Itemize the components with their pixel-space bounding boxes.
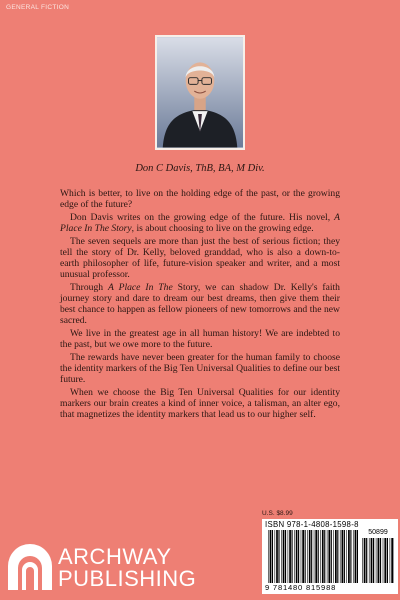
- barcode-bar: [390, 538, 391, 583]
- archway-arch-icon: [6, 544, 54, 592]
- author-photo: [155, 35, 245, 150]
- blurb-paragraph: Which is better, to live on the holding edge of the past, or the growing edge of the future?: [60, 188, 340, 211]
- barcode-area: [262, 510, 398, 594]
- blurb-paragraph: We live in the greatest age in all human history! We are indebted to the past, but we owe more to the future.: [60, 328, 340, 351]
- publisher-name-line1: ARCHWAY: [58, 544, 172, 569]
- back-cover-blurb: [60, 188, 340, 422]
- barcode-bar: [324, 530, 325, 583]
- barcode-bar: [362, 538, 363, 583]
- genre-label: GENERAL FICTION: [6, 4, 70, 11]
- barcode-bar: [283, 530, 285, 583]
- barcode-bar: [311, 530, 312, 583]
- barcode-bar: [340, 530, 341, 583]
- ean-barcode: [268, 530, 358, 583]
- barcode-bar: [391, 538, 393, 583]
- barcode-bar: [328, 530, 330, 583]
- barcode-bar: [296, 530, 298, 583]
- barcode-bar: [285, 530, 286, 583]
- barcode-bar: [288, 530, 289, 583]
- barcode-bar: [322, 530, 324, 583]
- publisher-name-line2: PUBLISHING: [58, 566, 197, 591]
- barcode-bar: [380, 538, 381, 583]
- barcode-bar: [369, 538, 370, 583]
- barcode-bar: [327, 530, 328, 583]
- barcode-bar: [378, 538, 380, 583]
- barcode-bar: [350, 530, 351, 583]
- barcode-bar: [333, 530, 334, 583]
- price-label: U.S. $8.99: [262, 510, 293, 517]
- barcode-bar: [355, 530, 357, 583]
- barcode-bar: [294, 530, 295, 583]
- barcode-bar: [331, 530, 332, 583]
- barcode-bar: [302, 530, 304, 583]
- blurb-paragraph: Through A Place In The Story, we can shadow Dr. Kelly's faith journey story and dare to dream our best dreams, then give them their best chance to happen as fellow pioneers of new tomorrows and the new sacred.: [60, 281, 340, 327]
- barcode-bar: [335, 530, 337, 583]
- barcode-bar: [371, 538, 373, 583]
- barcode-bar: [373, 538, 374, 583]
- barcode-bar: [342, 530, 344, 583]
- barcode-bar: [276, 530, 278, 583]
- barcode-bar: [383, 538, 384, 583]
- barcode-bar: [357, 530, 358, 583]
- barcode-bar: [376, 538, 377, 583]
- barcode-bar: [289, 530, 291, 583]
- publisher-logo: [2, 544, 212, 596]
- barcode-bar: [305, 530, 306, 583]
- barcode-bar: [275, 530, 276, 583]
- barcode-bar: [315, 530, 317, 583]
- barcode-bar: [309, 530, 311, 583]
- barcode-bar: [268, 530, 269, 583]
- barcode-bar: [278, 530, 279, 583]
- price-addon-barcode: [362, 538, 394, 583]
- barcode-number: 9 781480 815988: [265, 583, 337, 592]
- book-title: A Place In The Story: [60, 211, 340, 234]
- barcode-bar: [320, 530, 321, 583]
- barcode-bar: [348, 530, 350, 583]
- author-caption: Don C Davis, ThB, BA, M Div.: [135, 163, 265, 174]
- addon-code: 50899: [368, 529, 388, 536]
- barcode-bar: [337, 530, 338, 583]
- barcode-bar: [298, 530, 299, 583]
- barcode-bar: [366, 538, 367, 583]
- barcode-bar: [270, 530, 272, 583]
- isbn-text: ISBN 978-1-4808-1598-8: [265, 520, 359, 529]
- barcode-bar: [314, 530, 315, 583]
- barcode-panel: [262, 519, 398, 594]
- blurb-paragraph: The seven sequels are more than just the best of serious fiction; they tell the story of Dr. Kelly, beloved granddad, who is also a down-to-earth philosopher of life, future-vision speaker and writer, and a most unusual professor.: [60, 235, 340, 281]
- blurb-paragraph: When we choose the Big Ten Universal Qualities for our identity markers our brain creates a kind of inner voice, a talisman, an alter ego, that magnetizes the identity markers that lead us to our higher self.: [60, 386, 340, 421]
- blurb-paragraph: The rewards have never been greater for the human family to choose the identity markers of the Big Ten Universal Qualities to define our best future.: [60, 351, 340, 386]
- barcode-bar: [346, 530, 347, 583]
- barcode-bar: [281, 530, 282, 583]
- barcode-bar: [364, 538, 366, 583]
- barcode-bar: [344, 530, 345, 583]
- book-title: A Place In The: [107, 281, 173, 293]
- barcode-bar: [384, 538, 386, 583]
- barcode-bar: [272, 530, 273, 583]
- barcode-bar: [291, 530, 292, 583]
- blurb-paragraph: Don Davis writes on the growing edge of the future. His novel, A Place In The Story, is about choosing to live on the growing edge.: [60, 211, 340, 234]
- barcode-bar: [318, 530, 319, 583]
- barcode-bar: [307, 530, 308, 583]
- barcode-bar: [353, 530, 354, 583]
- author-portrait-image: [157, 37, 243, 148]
- barcode-bar: [301, 530, 302, 583]
- barcode-bar: [387, 538, 388, 583]
